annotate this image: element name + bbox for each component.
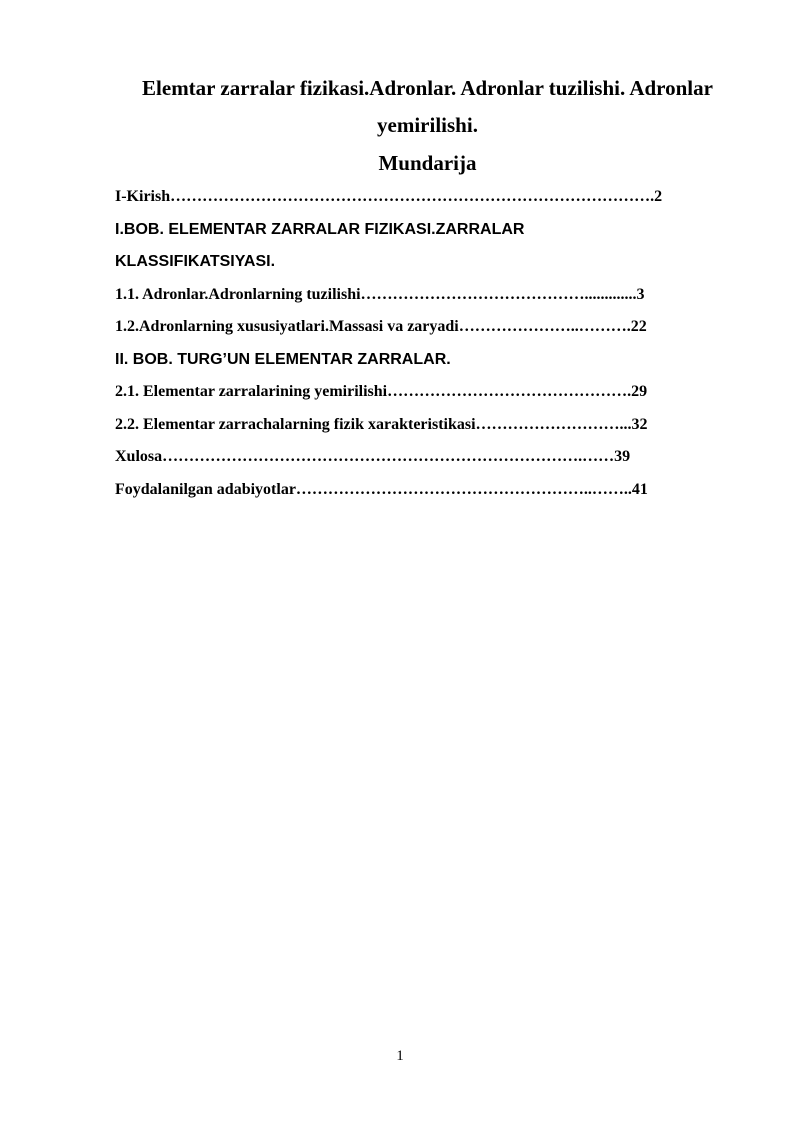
toc-entry-chapter-2: II. BOB. TURG’UN ELEMENTAR ZARRALAR. xyxy=(115,350,451,368)
toc-entry-section-1-2: 1.2.Adronlarning xususiyatlari.Massasi va zaryadi…………………..……….22 xyxy=(115,318,647,335)
toc-entry-references: Foydalanilgan adabiyotlar………………………………………………..……..41 xyxy=(115,480,648,498)
page-number: 1 xyxy=(396,1048,404,1064)
toc-heading: Mundarija xyxy=(378,151,477,175)
document-title: Elemtar zarralar fizikasi.Adronlar. Adronlar tuzilishi. Adronlar yemirilishi. xyxy=(142,76,713,137)
toc-entry-section-2-2: 2.2. Elementar zarrachalarning fizik xarakteristikasi………………………...32 xyxy=(115,415,648,433)
toc-entry-section-1-1: 1.1. Adronlar.Adronlarning tuzilishi…………………………………….............3 xyxy=(115,285,645,303)
toc-entry-conclusion: Xulosa…………………………………………………………………….……39 xyxy=(115,448,631,465)
toc-entry-chapter-1-line-2: KLASSIFIKATSIYASI. xyxy=(115,253,276,270)
toc-entry-introduction: I-Kirish……………………………………………………………………………….2 xyxy=(115,188,663,205)
toc-entry-section-2-1: 2.1. Elementar zarralarining yemirilishi……………………………………….29 xyxy=(115,383,648,400)
toc-entry-chapter-1-line-1: I.BOB. ELEMENTAR ZARRALAR FIZIKASI.ZARRALAR xyxy=(115,220,525,238)
table-of-contents xyxy=(115,181,740,506)
